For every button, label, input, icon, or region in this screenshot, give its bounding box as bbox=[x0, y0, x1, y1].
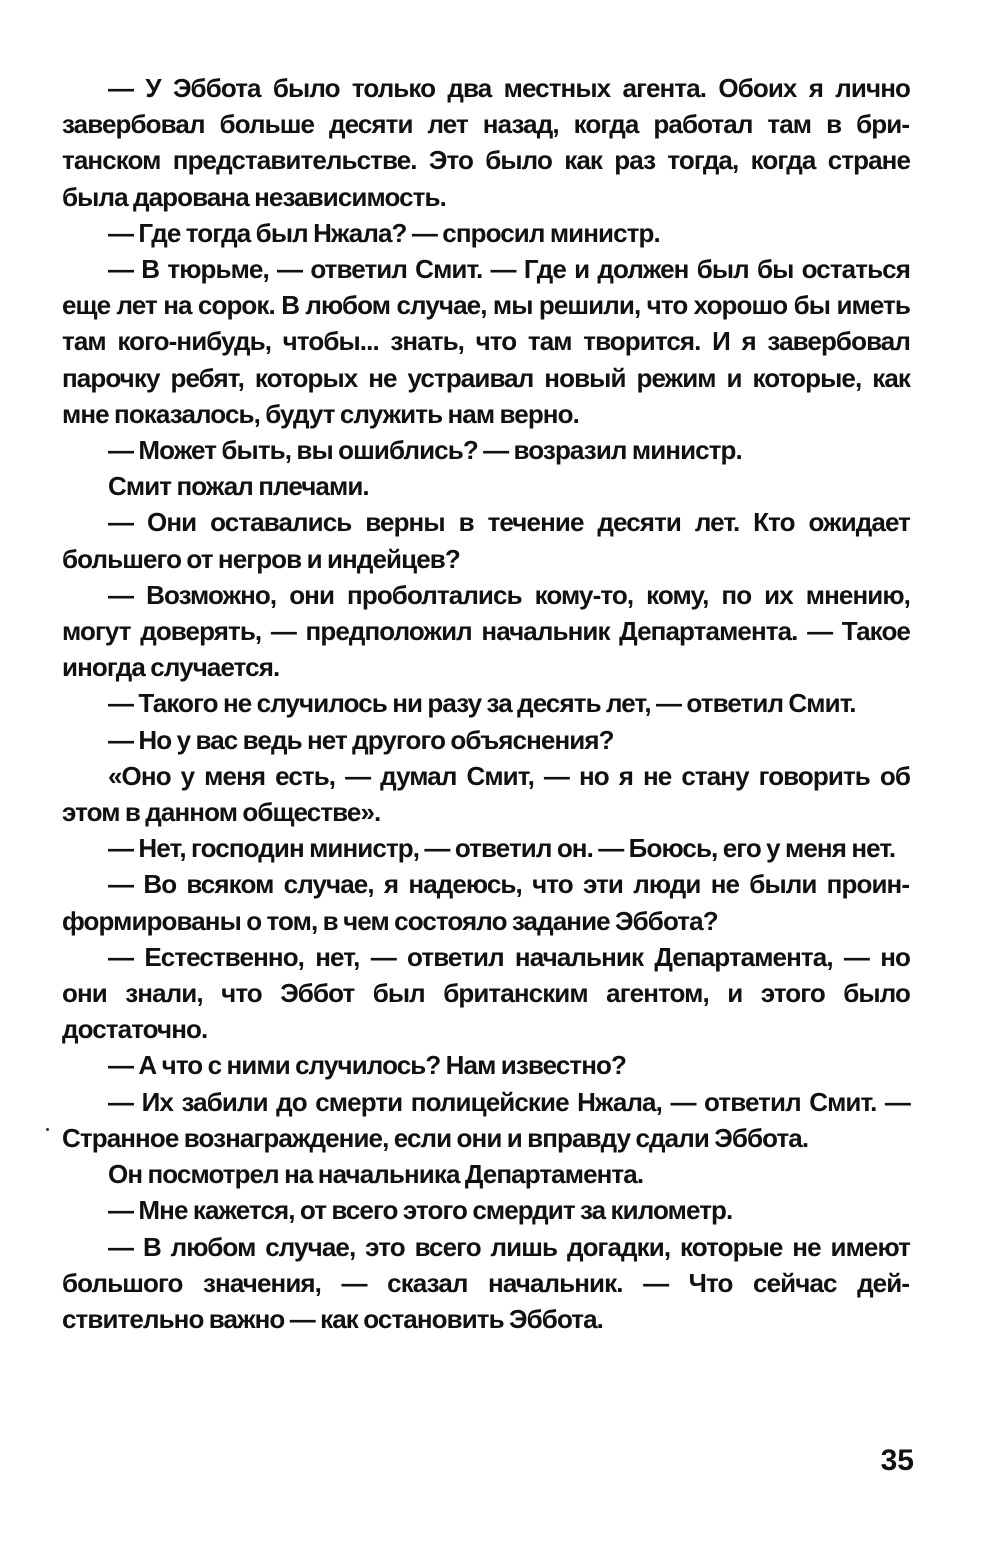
page-text bbox=[62, 70, 910, 1337]
paragraph: — Мне кажется, от всего этого смердит за километр. bbox=[108, 1195, 733, 1226]
paragraph: — А что с ними случилось? Нам известно? bbox=[108, 1050, 626, 1081]
paragraph: — Возможно, они проболтались кому-то, кому, по их мнению, могут доверять, — предположил начальник Департамента. — Такое иногда случается. bbox=[62, 579, 910, 683]
paragraph: — Их забили до смерти полицейские Нжала, — ответил Смит. — Странное вознаграждение, если они и вправду сдали Эббота. bbox=[62, 1086, 910, 1153]
paragraph: — Естественно, нет, — ответил начальник Департамента, — но они знали, что Эббот был британским агентом, и этого было достаточно. bbox=[62, 941, 910, 1045]
paragraph: — Где тогда был Нжала? — спросил министр. bbox=[108, 217, 660, 248]
paragraph: — В тюрьме, — ответил Смит. — Где и должен был бы остаться еще лет на сорок. В любом случае, мы решили, что хорошо бы иметь там кого-нибудь, чтобы... знать, что там творится. И я завербовал парочку ребят, которых не устраивал новый режим и которые, как мне показалось, будут служить нам верно. bbox=[62, 254, 910, 429]
paragraph: — Может быть, вы ошиблись? — возразил министр. bbox=[108, 435, 742, 466]
paragraph: — В любом случае, это всего лишь догадки, которые не имеют большого значения, — сказал начальник. — Что сейчас действительно важно — как остановить Эббота. bbox=[62, 1231, 910, 1334]
paragraph: Смит пожал плечами. bbox=[108, 471, 369, 502]
paragraph: — Но у вас ведь нет другого объяснения? bbox=[108, 724, 614, 755]
paragraph: Он посмотрел на начальника Департамента. bbox=[108, 1159, 644, 1190]
paragraph: — Они оставались верны в течение десяти лет. Кто ожидает большего от негров и индейцев? bbox=[62, 507, 910, 574]
paragraph: — Такого не случилось ни разу за десять лет, — ответил Смит. bbox=[108, 688, 856, 719]
scan-speck bbox=[46, 1128, 49, 1131]
paragraph: — Нет, господин министр, — ответил он. — Боюсь, его у меня нет. bbox=[108, 833, 896, 864]
page-number: 35 bbox=[880, 1444, 914, 1477]
paragraph: — У Эббота было только два местных агента. Обоих я лично завербовал больше десяти лет назад, когда работал там в британском представительстве. Это было как раз тогда, когда стране была дарована независимость. bbox=[62, 73, 910, 212]
paragraph: — Во всяком случае, я надеюсь, что эти люди не были проинформированы о том, в чем состояло задание Эббота? bbox=[62, 869, 910, 936]
paragraph: «Оно у меня есть, — думал Смит, — но я не стану говорить об этом в данном обществе». bbox=[62, 760, 910, 828]
